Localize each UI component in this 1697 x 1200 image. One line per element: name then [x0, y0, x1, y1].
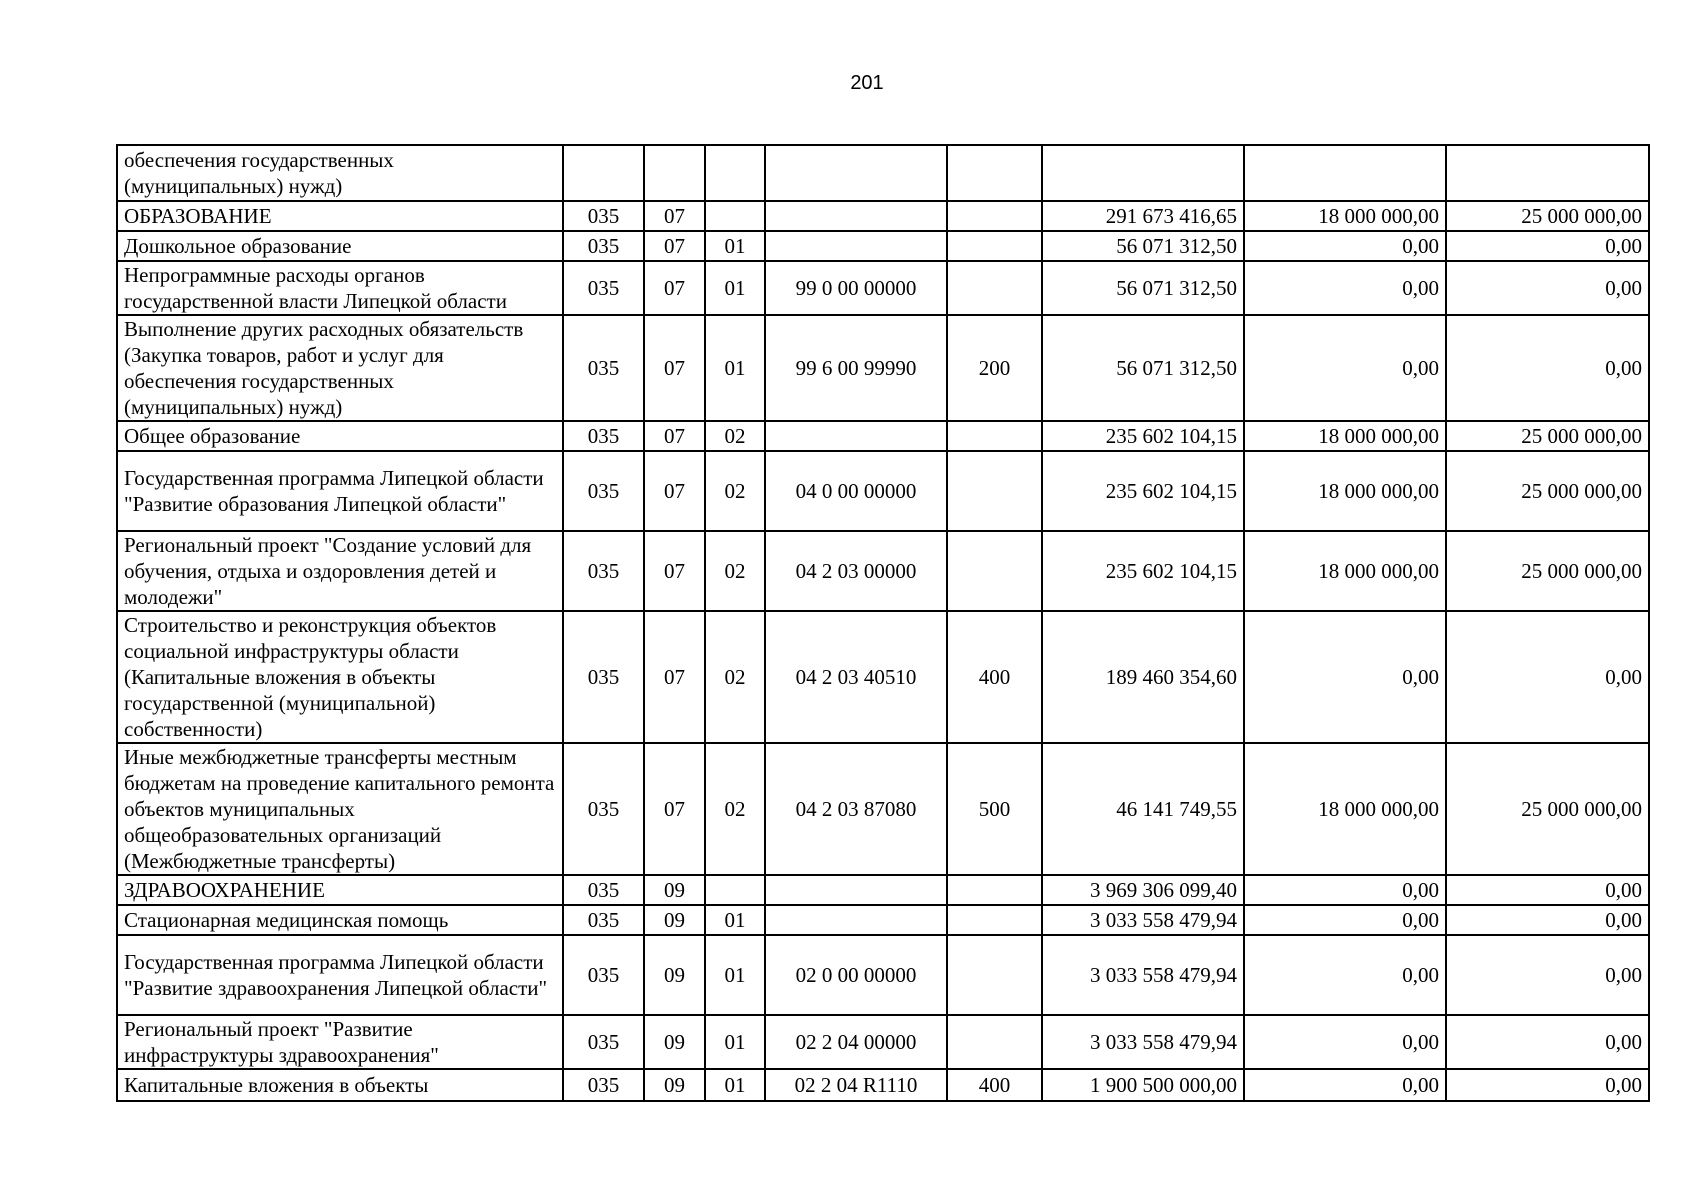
sum-3: 0,00: [1446, 315, 1649, 421]
expense-type-code: 400: [947, 611, 1042, 743]
subsection-code: 01: [705, 935, 765, 1015]
table-row: [117, 145, 1649, 201]
section-code: 09: [644, 875, 705, 905]
ved-code: 035: [563, 531, 644, 611]
row-name: Капитальные вложения в объекты: [117, 1069, 563, 1101]
ved-code: 035: [563, 421, 644, 451]
ved-code: 035: [563, 201, 644, 231]
expense-type-code: 500: [947, 743, 1042, 875]
sum-1: 56 071 312,50: [1042, 231, 1244, 261]
sum-1: 3 969 306 099,40: [1042, 875, 1244, 905]
target-article-code: 02 2 04 R1110: [765, 1069, 947, 1101]
target-article-code: 99 0 00 00000: [765, 261, 947, 315]
target-article-code: 02 0 00 00000: [765, 935, 947, 1015]
sum-2: 18 000 000,00: [1244, 201, 1446, 231]
sum-3: 0,00: [1446, 611, 1649, 743]
table-row: [117, 315, 1649, 421]
sum-1: 235 602 104,15: [1042, 531, 1244, 611]
expense-type-code: [947, 201, 1042, 231]
sum-1: [1042, 145, 1244, 201]
ved-code: 035: [563, 231, 644, 261]
table-row: [117, 875, 1649, 905]
target-article-code: [765, 875, 947, 905]
section-code: [644, 145, 705, 201]
sum-3: 0,00: [1446, 935, 1649, 1015]
subsection-code: [705, 201, 765, 231]
row-name: Региональный проект "Создание условий для обучения, отдыха и оздоровления детей и молодежи": [117, 531, 563, 611]
sum-1: 46 141 749,55: [1042, 743, 1244, 875]
section-code: 07: [644, 421, 705, 451]
table-row: [117, 531, 1649, 611]
sum-3: 25 000 000,00: [1446, 531, 1649, 611]
sum-3: 0,00: [1446, 905, 1649, 935]
sum-1: 1 900 500 000,00: [1042, 1069, 1244, 1101]
subsection-code: 01: [705, 231, 765, 261]
sum-2: 0,00: [1244, 1015, 1446, 1069]
sum-3: 0,00: [1446, 875, 1649, 905]
sum-3: 25 000 000,00: [1446, 451, 1649, 531]
table-row: [117, 1069, 1649, 1101]
table-row: [117, 611, 1649, 743]
row-name: обеспечения государственных (муниципальных) нужд): [117, 145, 563, 201]
subsection-code: 01: [705, 315, 765, 421]
expense-type-code: [947, 421, 1042, 451]
section-code: 07: [644, 201, 705, 231]
page-number: 201: [850, 72, 884, 94]
sum-2: 0,00: [1244, 935, 1446, 1015]
sum-1: 56 071 312,50: [1042, 315, 1244, 421]
expense-type-code: [947, 1015, 1042, 1069]
subsection-code: 02: [705, 611, 765, 743]
sum-2: [1244, 145, 1446, 201]
ved-code: 035: [563, 611, 644, 743]
sum-3: 25 000 000,00: [1446, 421, 1649, 451]
subsection-code: 01: [705, 1015, 765, 1069]
section-code: 07: [644, 261, 705, 315]
table-row: [117, 201, 1649, 231]
target-article-code: [765, 905, 947, 935]
section-code: 07: [644, 231, 705, 261]
ved-code: 035: [563, 1069, 644, 1101]
ved-code: 035: [563, 1015, 644, 1069]
section-code: 07: [644, 315, 705, 421]
sum-1: 235 602 104,15: [1042, 451, 1244, 531]
table-row: [117, 743, 1649, 875]
sum-1: 291 673 416,65: [1042, 201, 1244, 231]
section-code: 07: [644, 451, 705, 531]
sum-1: 3 033 558 479,94: [1042, 905, 1244, 935]
target-article-code: 04 2 03 40510: [765, 611, 947, 743]
target-article-code: [765, 231, 947, 261]
table-row: [117, 421, 1649, 451]
target-article-code: 04 2 03 87080: [765, 743, 947, 875]
sum-2: 0,00: [1244, 905, 1446, 935]
sum-1: 189 460 354,60: [1042, 611, 1244, 743]
ved-code: [563, 145, 644, 201]
table-row: [117, 261, 1649, 315]
section-code: 09: [644, 935, 705, 1015]
expense-type-code: [947, 905, 1042, 935]
sum-3: 0,00: [1446, 231, 1649, 261]
sum-2: 0,00: [1244, 875, 1446, 905]
section-code: 07: [644, 743, 705, 875]
subsection-code: 01: [705, 261, 765, 315]
row-name: ЗДРАВООХРАНЕНИЕ: [117, 875, 563, 905]
budget-table: [116, 144, 1650, 1102]
subsection-code: 01: [705, 905, 765, 935]
sum-1: 3 033 558 479,94: [1042, 1015, 1244, 1069]
sum-3: 0,00: [1446, 1069, 1649, 1101]
subsection-code: 02: [705, 743, 765, 875]
expense-type-code: 400: [947, 1069, 1042, 1101]
ved-code: 035: [563, 905, 644, 935]
row-name: Выполнение других расходных обязательств (Закупка товаров, работ и услуг для обеспечения государственных (муниципальных) нужд): [117, 315, 563, 421]
table-row: [117, 451, 1649, 531]
table-row: [117, 935, 1649, 1015]
ved-code: 035: [563, 743, 644, 875]
target-article-code: 99 6 00 99990: [765, 315, 947, 421]
subsection-code: 02: [705, 531, 765, 611]
sum-3: 25 000 000,00: [1446, 743, 1649, 875]
expense-type-code: [947, 231, 1042, 261]
sum-2: 18 000 000,00: [1244, 531, 1446, 611]
sum-2: 0,00: [1244, 315, 1446, 421]
sum-2: 0,00: [1244, 231, 1446, 261]
table-row: [117, 231, 1649, 261]
sum-3: 25 000 000,00: [1446, 201, 1649, 231]
row-name: Государственная программа Липецкой области "Развитие здравоохранения Липецкой области": [117, 935, 563, 1015]
subsection-code: 02: [705, 451, 765, 531]
subsection-code: 01: [705, 1069, 765, 1101]
subsection-code: 02: [705, 421, 765, 451]
ved-code: 035: [563, 261, 644, 315]
sum-3: [1446, 145, 1649, 201]
table-row: [117, 905, 1649, 935]
row-name: Непрограммные расходы органов государственной власти Липецкой области: [117, 261, 563, 315]
sum-3: 0,00: [1446, 1015, 1649, 1069]
row-name: ОБРАЗОВАНИЕ: [117, 201, 563, 231]
target-article-code: [765, 421, 947, 451]
ved-code: 035: [563, 451, 644, 531]
row-name: Региональный проект "Развитие инфраструктуры здравоохранения": [117, 1015, 563, 1069]
subsection-code: [705, 145, 765, 201]
sum-1: 3 033 558 479,94: [1042, 935, 1244, 1015]
sum-1: 235 602 104,15: [1042, 421, 1244, 451]
section-code: 07: [644, 531, 705, 611]
section-code: 09: [644, 905, 705, 935]
expense-type-code: 200: [947, 315, 1042, 421]
sum-2: 18 000 000,00: [1244, 421, 1446, 451]
sum-2: 0,00: [1244, 1069, 1446, 1101]
subsection-code: [705, 875, 765, 905]
section-code: 09: [644, 1069, 705, 1101]
sum-1: 56 071 312,50: [1042, 261, 1244, 315]
row-name: Стационарная медицинская помощь: [117, 905, 563, 935]
target-article-code: [765, 145, 947, 201]
expense-type-code: [947, 261, 1042, 315]
section-code: 09: [644, 1015, 705, 1069]
section-code: 07: [644, 611, 705, 743]
ved-code: 035: [563, 935, 644, 1015]
expense-type-code: [947, 875, 1042, 905]
row-name: Иные межбюджетные трансферты местным бюджетам на проведение капитального ремонта объектов муниципальных общеобразовательных организаций (Межбюджетные трансферты): [117, 743, 563, 875]
row-name: Дошкольное образование: [117, 231, 563, 261]
sum-2: 18 000 000,00: [1244, 451, 1446, 531]
sum-2: 18 000 000,00: [1244, 743, 1446, 875]
table-row: [117, 1015, 1649, 1069]
sum-2: 0,00: [1244, 261, 1446, 315]
row-name: Общее образование: [117, 421, 563, 451]
ved-code: 035: [563, 315, 644, 421]
ved-code: 035: [563, 875, 644, 905]
expense-type-code: [947, 451, 1042, 531]
expense-type-code: [947, 531, 1042, 611]
target-article-code: 02 2 04 00000: [765, 1015, 947, 1069]
row-name: Строительство и реконструкция объектов социальной инфраструктуры области (Капитальные вложения в объекты государственной (муниципальной) собственности): [117, 611, 563, 743]
sum-2: 0,00: [1244, 611, 1446, 743]
expense-type-code: [947, 145, 1042, 201]
expense-type-code: [947, 935, 1042, 1015]
sum-3: 0,00: [1446, 261, 1649, 315]
row-name: Государственная программа Липецкой области "Развитие образования Липецкой области": [117, 451, 563, 531]
target-article-code: [765, 201, 947, 231]
target-article-code: 04 0 00 00000: [765, 451, 947, 531]
target-article-code: 04 2 03 00000: [765, 531, 947, 611]
